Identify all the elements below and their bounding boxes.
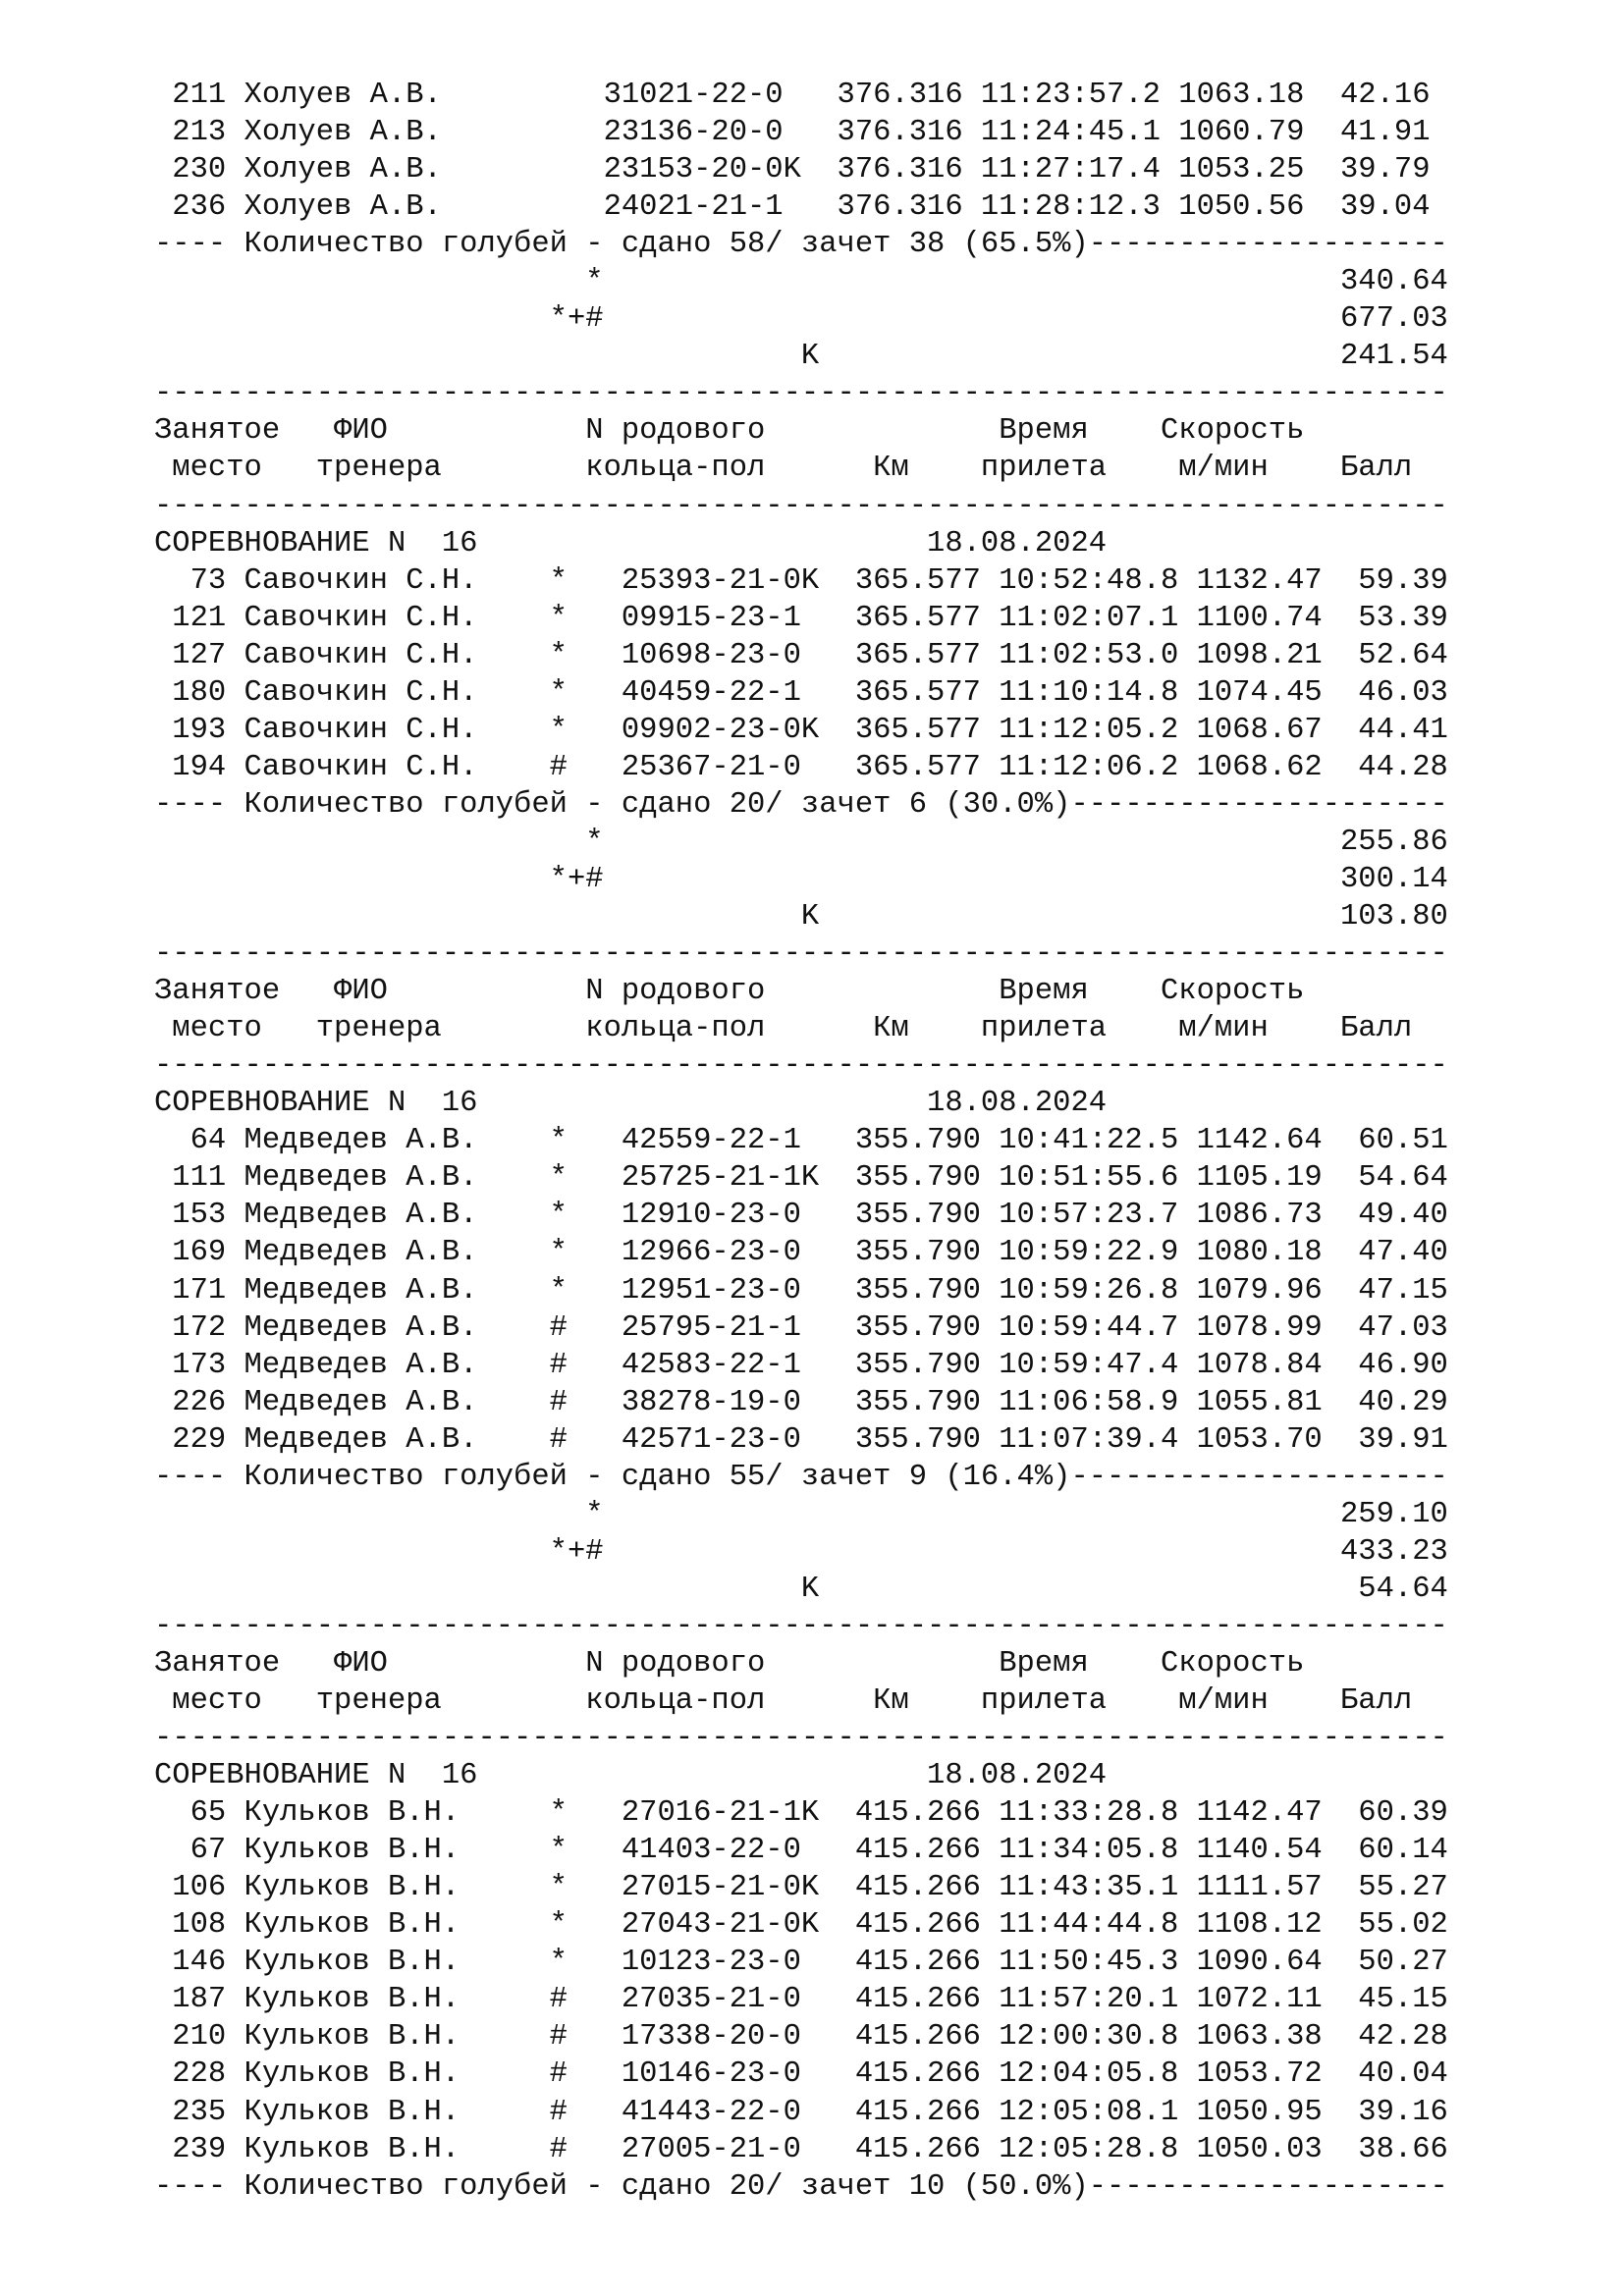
text-line: Занятое ФИО N родового Время Скорость (154, 1646, 1305, 1681)
text-line: K 54.64 (154, 1572, 1448, 1606)
text-line: СОРЕВНОВАНИЕ N 16 18.08.2024 (154, 526, 1108, 561)
text-line: 210 Кульков В.Н. # 17338-20-0 415.266 12:00:30.8 1063.38 42.28 (154, 2020, 1448, 2055)
text-line: Занятое ФИО N родового Время Скорость (154, 414, 1305, 449)
text-line: 127 Савочкин С.Н. * 10698-23-0 365.577 11:02:53.0 1098.21 52.64 (154, 638, 1448, 672)
text-line: место тренера кольца-пол Км прилета м/мин Балл (154, 1012, 1413, 1046)
text-line: *+# 300.14 (154, 862, 1448, 896)
text-line: 236 Холуев А.В. 24021-21-1 376.316 11:28:12.3 1050.56 39.04 (154, 190, 1431, 225)
text-line: ---- Количество голубей - сдано 20/ зачет 6 (30.0%)--------------------- (154, 787, 1448, 822)
text-line: место тренера кольца-пол Км прилета м/мин Балл (154, 452, 1413, 486)
text-line: K 103.80 (154, 900, 1448, 934)
text-line: 153 Медведев А.В. * 12910-23-0 355.790 10:57:23.7 1086.73 49.40 (154, 1199, 1448, 1233)
text-line: 187 Кульков В.Н. # 27035-21-0 415.266 11:57:20.1 1072.11 45.15 (154, 1983, 1448, 2017)
text-line (154, 2206, 1448, 2243)
text-line: K 241.54 (154, 340, 1448, 374)
text-line: 65 Кульков В.Н. * 27016-21-1K 415.266 11:33:28.8 1142.47 60.39 (154, 1796, 1448, 1831)
text-line: * 340.64 (154, 265, 1448, 299)
text-line: *+# 433.23 (154, 1534, 1448, 1569)
text-line: 108 Кульков В.Н. * 27043-21-0K 415.266 11:44:44.8 1108.12 55.02 (154, 1908, 1448, 1943)
text-line: 172 Медведев А.В. # 25795-21-1 355.790 10:59:44.7 1078.99 47.03 (154, 1310, 1448, 1345)
text-line: 239 Кульков В.Н. # 27005-21-0 415.266 12:05:28.8 1050.03 38.66 (154, 2132, 1448, 2166)
text-line: ---- Количество голубей - сдано 58/ зачет 38 (65.5%)-------------------- (154, 228, 1448, 262)
text-line: 235 Кульков В.Н. # 41443-22-0 415.266 12:05:08.1 1050.95 39.16 (154, 2095, 1448, 2129)
text-line: 228 Кульков В.Н. # 10146-23-0 415.266 12:04:05.8 1053.72 40.04 (154, 2057, 1448, 2092)
text-line: Занятое ФИО N родового Время Скорость (154, 975, 1305, 1009)
text-line: ------------------------------------------------------------------------ (154, 937, 1448, 972)
text-line: ------------------------------------------------------------------------ (154, 1722, 1448, 1756)
text-line: 173 Медведев А.В. # 42583-22-1 355.790 10:59:47.4 1078.84 46.90 (154, 1348, 1448, 1382)
text-line: *+# 677.03 (154, 302, 1448, 337)
text-line: 194 Савочкин С.Н. # 25367-21-0 365.577 11:12:06.2 1068.62 44.28 (154, 750, 1448, 784)
text-line: 106 Кульков В.Н. * 27015-21-0K 415.266 11:43:35.1 1111.57 55.27 (154, 1871, 1448, 1905)
text-line: 121 Савочкин С.Н. * 09915-23-1 365.577 11:02:07.1 1100.74 53.39 (154, 601, 1448, 635)
text-line: 180 Савочкин С.Н. * 40459-22-1 365.577 11:10:14.8 1074.45 46.03 (154, 675, 1448, 710)
text-line: ---- Количество голубей - сдано 55/ зачет 9 (16.4%)--------------------- (154, 1460, 1448, 1494)
text-line: ------------------------------------------------------------------------ (154, 489, 1448, 523)
text-line: СОРЕВНОВАНИЕ N 16 18.08.2024 (154, 1087, 1108, 1121)
text-line: 193 Савочкин С.Н. * 09902-23-0K 365.577 11:12:05.2 1068.67 44.41 (154, 713, 1448, 747)
results-listing (154, 77, 1448, 2243)
text-line: * 255.86 (154, 825, 1448, 859)
text-line: 211 Холуев А.В. 31021-22-0 376.316 11:23:57.2 1063.18 42.16 (154, 79, 1431, 112)
text-line: 171 Медведев А.В. * 12951-23-0 355.790 10:59:26.8 1079.96 47.15 (154, 1273, 1448, 1308)
text-line: СОРЕВНОВАНИЕ N 16 18.08.2024 (154, 1759, 1108, 1793)
text-line: ------------------------------------------------------------------------ (154, 377, 1448, 411)
text-line: 111 Медведев А.В. * 25725-21-1K 355.790 10:51:55.6 1105.19 54.64 (154, 1161, 1448, 1196)
text-line: ---- Количество голубей - сдано 20/ зачет 10 (50.0%)-------------------- (154, 2169, 1448, 2204)
text-line: 229 Медведев А.В. # 42571-23-0 355.790 11:07:39.4 1053.70 39.91 (154, 1422, 1448, 1457)
text-line: 226 Медведев А.В. # 38278-19-0 355.790 11:06:58.9 1055.81 40.29 (154, 1385, 1448, 1419)
text-line: * 259.10 (154, 1497, 1448, 1531)
text-line: 73 Савочкин С.Н. * 25393-21-0K 365.577 10:52:48.8 1132.47 59.39 (154, 563, 1448, 598)
text-line: ------------------------------------------------------------------------ (154, 1049, 1448, 1084)
text-line: 169 Медведев А.В. * 12966-23-0 355.790 10:59:22.9 1080.18 47.40 (154, 1236, 1448, 1270)
text-line: 230 Холуев А.В. 23153-20-0K 376.316 11:27:17.4 1053.25 39.79 (154, 153, 1431, 187)
text-line: 213 Холуев А.В. 23136-20-0 376.316 11:24:45.1 1060.79 41.91 (154, 116, 1431, 150)
text-line: 64 Медведев А.В. * 42559-22-1 355.790 10:41:22.5 1142.64 60.51 (154, 1124, 1448, 1158)
text-line: 146 Кульков В.Н. * 10123-23-0 415.266 11:50:45.3 1090.64 50.27 (154, 1946, 1448, 1980)
text-line: ------------------------------------------------------------------------ (154, 1609, 1448, 1643)
text-line: место тренера кольца-пол Км прилета м/мин Балл (154, 1684, 1413, 1719)
text-line: 67 Кульков В.Н. * 41403-22-0 415.266 11:34:05.8 1140.54 60.14 (154, 1834, 1448, 1868)
